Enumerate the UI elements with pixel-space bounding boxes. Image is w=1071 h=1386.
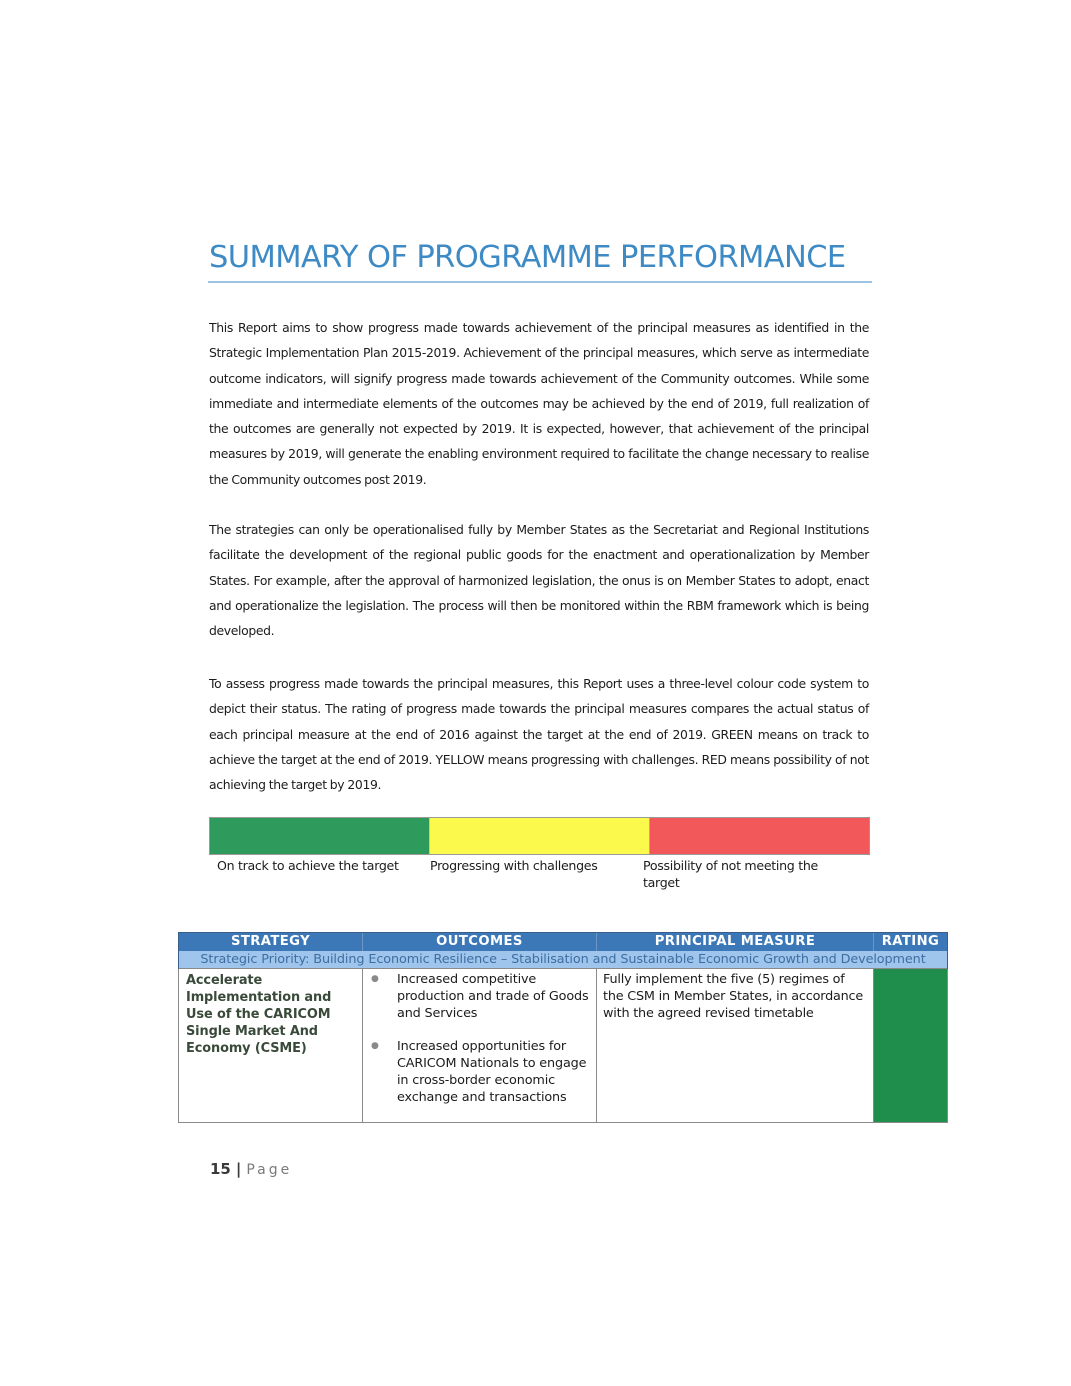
header-principal-measure: PRINCIPAL MEASURE (597, 933, 874, 952)
colour-code-paragraph: To assess progress made towards the principal measures, this Report uses a three-level colour code system to depict their status. The rating of progress made towards the principal measures compares the actual status of each principal measure at the end of 2016 against the target at the end of 2019. GREEN means on track to achieve the target at the end of 2019. YELLOW means progressing with challenges. RED means possibility of not achieving the target by 2019. (209, 676, 869, 793)
header-strategy: STRATEGY (179, 933, 363, 952)
outcomes-cell (363, 969, 597, 1123)
legend-color-bars (209, 817, 870, 855)
strategy-cell (179, 969, 363, 1123)
legend-label-green: On track to achieve the target (217, 858, 399, 873)
legend-swatch-green (210, 818, 429, 854)
legend-swatch-yellow (429, 818, 649, 854)
page-footer (210, 1160, 292, 1178)
legend-label-red: Possibility of not meeting the target (643, 858, 818, 890)
bullet-icon: ● (371, 1041, 379, 1051)
page-number: 15 (210, 1160, 231, 1178)
strategies-paragraph: The strategies can only be operationalised fully by Member States as the Secretariat and Regional Institutions facilitate the development of the regional public goods for the enactment and operationalization by Member States. For example, after the approval of harmonized legislation, the onus is on Member States to adopt, enact and operationalize the legislation. The process will then be monitored within the RBM framework which is being developed. (209, 522, 869, 639)
header-rating: RATING (874, 933, 948, 952)
strategic-priority-row (179, 951, 948, 969)
footer-separator: | (235, 1160, 242, 1178)
legend-swatch-red (649, 818, 869, 854)
intro-paragraph: This Report aims to show progress made towards achievement of the principal measures as identified in the Strategic Implementation Plan 2015-2019. Achievement of the principal measures, which serve as intermediate outcome indicators, will signify progress made towards achievement of the Community outcomes. While some immediate and intermediate elements of the outcomes may be achieved by the end of 2019, full realization of the outcomes are generally not expected by 2019. It is expected, however, that achievement of the principal measures by 2019, will generate the enabling environment required to facilitate the change necessary to realise the Community outcomes post 2019. (209, 320, 869, 487)
title-underline (208, 281, 872, 283)
table-row (179, 969, 948, 1123)
outcome-item (369, 1038, 590, 1106)
outcome-text: Increased opportunities for CARICOM Nationals to engage in cross-border economic exchange and transactions (397, 1039, 587, 1105)
bullet-icon: ● (371, 974, 379, 984)
outcome-text: Increased competitive production and trade of Goods and Services (397, 972, 589, 1021)
strategic-priority: Strategic Priority: Building Economic Resilience – Stabilisation and Sustainable Economic Growth and Development (179, 951, 948, 969)
principal-measure-cell: Fully implement the five (5) regimes of the CSM in Member States, in accordance with the agreed revised timetable (597, 969, 874, 1123)
rating-legend (209, 817, 870, 891)
rating-cell-green (874, 969, 948, 1123)
performance-table (178, 932, 948, 1123)
legend-label-yellow: Progressing with challenges (430, 858, 598, 873)
outcome-item (369, 971, 590, 1022)
page-label: Page (246, 1162, 293, 1178)
table-header-row (179, 933, 948, 952)
strategy-text: Accelerate Implementation and Use of the CARICOM Single Market And Economy (CSME) (186, 973, 332, 1056)
page-title: SUMMARY OF PROGRAMME PERFORMANCE (209, 240, 846, 275)
header-outcomes: OUTCOMES (363, 933, 597, 952)
